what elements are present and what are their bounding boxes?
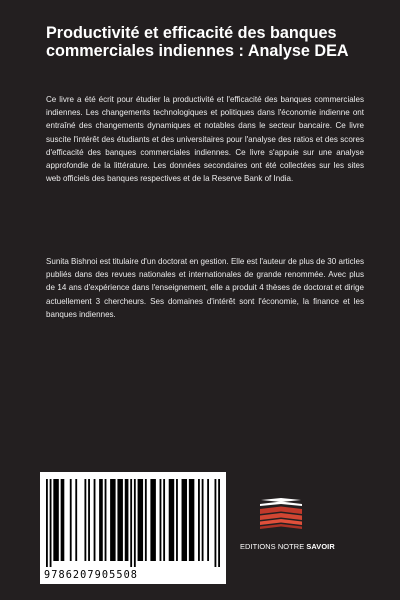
barcode-bar <box>125 479 129 561</box>
barcode-bar <box>130 479 132 567</box>
barcode-bar <box>46 479 48 567</box>
barcode-bar <box>218 479 220 567</box>
publisher-name-emphasis: SAVOIR <box>306 542 335 551</box>
barcode-bar <box>94 479 96 561</box>
barcode-bar <box>207 479 209 561</box>
book-title: Productivité et efficacité des banques commerciales indiennes : Analyse DEA <box>46 24 349 60</box>
barcode-area <box>40 472 226 584</box>
barcode-bar <box>215 479 217 567</box>
barcode-bar <box>169 479 174 561</box>
barcode-bar <box>134 479 136 567</box>
barcode-bar <box>50 479 52 567</box>
barcode-bar <box>202 479 204 561</box>
barcode-bar <box>88 479 90 561</box>
barcode-bar <box>84 479 86 561</box>
barcode-bar <box>138 479 143 561</box>
barcode-bar <box>117 479 122 561</box>
stacked-books-icon <box>257 498 305 532</box>
barcode-bar <box>61 479 65 561</box>
barcode-bar <box>75 479 77 561</box>
barcode-bar <box>105 479 107 561</box>
author-bio: Sunita Bishnoi est titulaire d'un doctorat en gestion. Elle est l'auteur de plus de 30 articles publiés dans des revues nationales et internationales de grande renommée. Avec plus de 14 ans d'expérience dans l'enseignement, elle a produit 4 thèses de doctorat et dirige actuellement 3 chercheurs. Ses domaines d'intérêt sont l'économie, la finance et les banques indiennes. <box>46 257 364 319</box>
barcode-bar <box>189 479 194 561</box>
barcode-bar <box>70 479 72 561</box>
barcode-bar <box>198 479 200 561</box>
barcode-bar <box>150 479 155 561</box>
book-description: Ce livre a été écrit pour étudier la productivité et l'efficacité des banques commerciales indiennes. Les changements technologiques et politiques dans l'économie indienne ont entraîné des changements dynamiques et notables dans le secteur bancaire. Ce livre suscite l'intérêt des étudiants et des universitaires pour l'analyse des ratios et des scores d'efficacité des banques commerciales indiennes. Ce livre s'appuie sur une analyse approfondie de la littérature. Les données secondaires ont été collectées sur les sites web officiels des banques respectives et de la Reserve Bank of India. <box>46 95 364 184</box>
publisher-name <box>240 542 340 551</box>
barcode-bar <box>160 479 162 561</box>
barcode-bar <box>182 479 187 561</box>
barcode-bar <box>53 479 58 561</box>
barcode-bar <box>163 479 165 561</box>
barcode-bar <box>176 479 178 561</box>
barcode-bar <box>110 479 115 561</box>
barcode-number: 9786207905508 <box>44 570 139 581</box>
barcode-icon <box>46 479 220 567</box>
publisher-name-prefix: EDITIONS NOTRE <box>240 542 305 551</box>
barcode-bar <box>99 479 103 561</box>
barcode-bar <box>145 479 147 561</box>
